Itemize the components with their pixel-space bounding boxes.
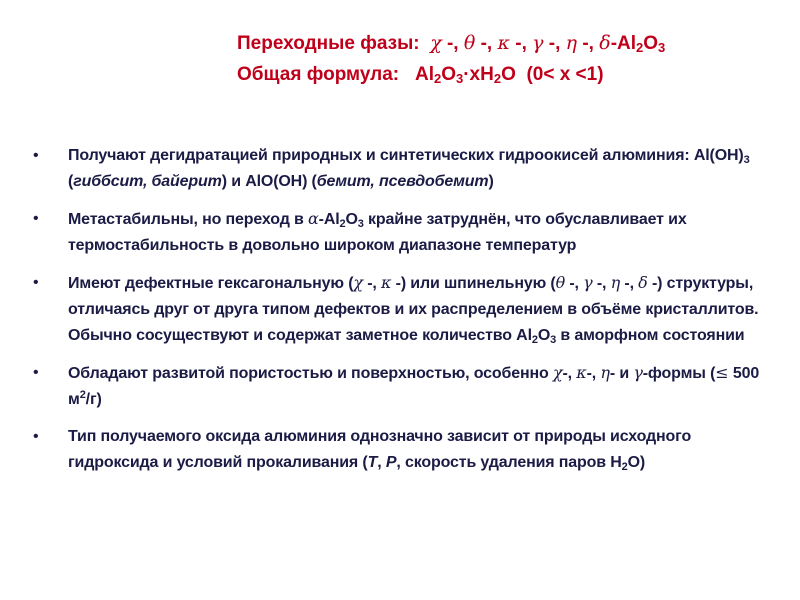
text: Имеют дефектные гексагональную ( xyxy=(68,275,354,292)
phase-eta: η xyxy=(565,32,578,54)
text: /г) xyxy=(85,391,102,408)
phase-gamma: γ xyxy=(532,32,544,54)
text: -, xyxy=(362,275,382,292)
text: Получают дегидратацией природных и синтетических гидроокисей алюминия: Al(OH) xyxy=(68,147,744,164)
text: O) xyxy=(627,454,646,471)
mineral-names: гиббсит, байерит xyxy=(73,173,222,190)
phase-delta: δ xyxy=(599,32,611,54)
text: O xyxy=(345,211,358,228)
formula-part: O xyxy=(501,64,516,85)
variable-t: T xyxy=(367,454,378,471)
greek-letter: γ xyxy=(633,363,643,382)
text: -, xyxy=(565,275,584,292)
subscript: 2 xyxy=(621,461,628,473)
title-al: -Al xyxy=(610,33,637,54)
subscript: 2 xyxy=(433,71,442,86)
bullet-item-1 xyxy=(33,143,778,195)
text: -, xyxy=(592,275,611,292)
bullet-item-3 xyxy=(33,270,778,349)
text: ) и AlO(OH) ( xyxy=(221,173,317,190)
superscript: 2 xyxy=(79,389,86,401)
title-phases-label: Переходные фазы: xyxy=(237,33,420,54)
bullet-item-5 xyxy=(33,424,778,476)
bullet-marker: • xyxy=(33,210,39,227)
text: ( xyxy=(68,173,74,190)
text: -, xyxy=(562,365,577,382)
formula-condition: (0< x <1) xyxy=(526,64,604,85)
phase-kappa: κ xyxy=(497,32,510,54)
phase-theta: θ xyxy=(463,32,476,54)
text: -формы ( xyxy=(642,365,716,382)
text: в аморфном состоянии xyxy=(556,327,745,344)
bullet-marker: • xyxy=(33,364,39,381)
title-line-formula xyxy=(237,59,665,90)
bullet-item-4 xyxy=(33,360,778,413)
bullet-marker: • xyxy=(33,274,39,291)
text: Обладают развитой пористостью и поверхностью, особенно xyxy=(68,365,553,382)
formula-part: ·xH xyxy=(463,64,494,85)
greek-letter: γ xyxy=(583,273,593,292)
greek-letter: η xyxy=(600,363,610,382)
subscript: 2 xyxy=(636,40,644,55)
text: Тип получаемого оксида алюминия однозначно зависит от природы исходного гидроксида и условий прокаливания ( xyxy=(68,428,692,471)
less-equal-symbol: ≤ xyxy=(715,363,729,382)
title-formula-label: Общая формула: xyxy=(237,64,400,85)
title-o: O xyxy=(643,33,659,54)
subscript: 2 xyxy=(339,218,346,230)
subscript: 3 xyxy=(743,154,750,166)
text: -) структуры, отличаясь друг от друга типом дефектов и их распределением в объёме кристаллитов. Обычно сосуществуют и содержат заметное количество Al xyxy=(68,275,759,344)
text: Метастабильны, но переход в xyxy=(68,211,308,228)
greek-letter: κ xyxy=(576,363,587,382)
text: , скорость удаления паров H xyxy=(396,454,622,471)
text: -, xyxy=(586,365,601,382)
subscript: 2 xyxy=(493,71,502,86)
title-line-phases: Переходные фазы: χ -, θ -, κ -, γ -, η -, $\delta-Al_2O_3$ xyxy=(237,32,666,55)
text: , xyxy=(377,454,386,471)
greek-letter: θ xyxy=(555,273,566,292)
greek-letter: κ xyxy=(381,273,392,292)
greek-letter: δ xyxy=(638,273,648,292)
greek-letter: χ xyxy=(353,273,363,292)
subscript: 3 xyxy=(456,71,464,86)
text: - и xyxy=(609,365,634,382)
greek-letter: χ xyxy=(552,363,563,382)
text: крайне затруднён, что обуславливает их термостабильность в довольно широком диапазоне температур xyxy=(68,211,687,254)
phase-chi: χ xyxy=(430,32,442,54)
greek-alpha: α xyxy=(307,209,319,228)
subscript: 3 xyxy=(550,334,557,346)
text: 500 м xyxy=(68,365,760,408)
subscript: 2 xyxy=(531,334,538,346)
text: -Al xyxy=(318,211,340,228)
formula-part: O xyxy=(441,64,456,85)
subscript: 3 xyxy=(357,218,364,230)
mineral-names: бемит, псевдобемит xyxy=(316,173,489,190)
subscript: 3 xyxy=(658,40,666,55)
slide-title xyxy=(237,28,665,90)
text: -, xyxy=(620,275,639,292)
bullet-marker: • xyxy=(33,147,39,164)
text: -) или шпинельную ( xyxy=(391,275,556,292)
formula-part: Al xyxy=(414,64,434,85)
bullet-item-2 xyxy=(33,206,778,259)
text: ) xyxy=(488,173,494,190)
variable-p: P xyxy=(385,454,397,471)
bullet-marker: • xyxy=(33,428,39,445)
greek-letter: η xyxy=(610,273,621,292)
bullet-list xyxy=(33,143,778,487)
text: O xyxy=(537,327,551,344)
